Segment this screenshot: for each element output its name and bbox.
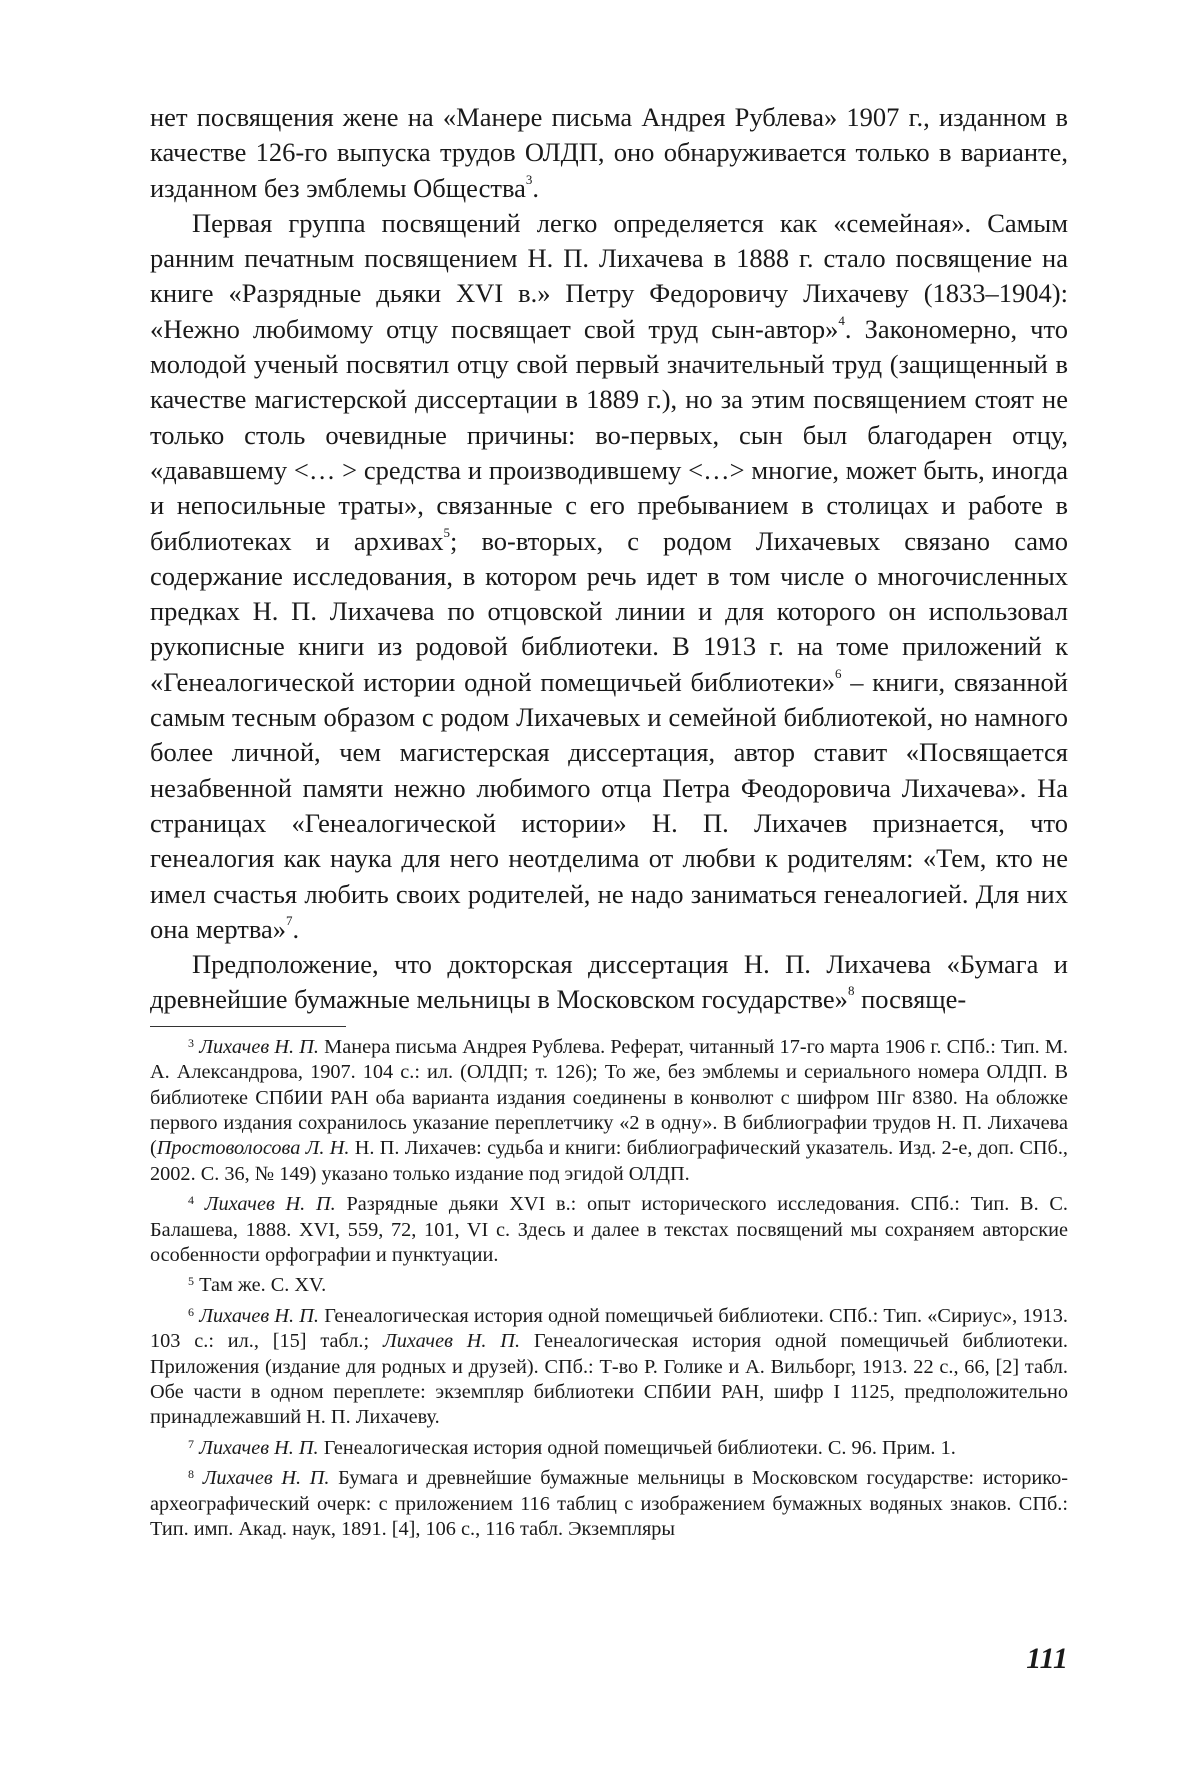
footnote-ref-5[interactable]: 5	[444, 525, 451, 540]
paragraph-1: нет посвящения жене на «Манере письма Андрея Рублева» 1907 г., издан­ном в качестве 126-го выпуска трудов ОЛДП, оно обнаруживается только в варианте, изданном без эмблемы Общества3.	[150, 100, 1068, 206]
footnote-ref-8[interactable]: 8	[848, 983, 855, 998]
footnotes	[150, 1035, 1068, 1543]
footnote-author: Простоволосова Л. Н.	[157, 1137, 350, 1159]
footnote-8: 8 Лихачев Н. П. Бумага и древнейшие бумажные мельницы в Московском государстве: историко-археографический очерк: с приложением 116 таблиц с изображением бумажных водяных знаков. СПб.: Тип. имп. Акад. наук, 1891. [4], 106 с., 116 табл. Экземпляры	[150, 1466, 1068, 1542]
footnote-author: Лихачев Н. П.	[199, 1036, 319, 1058]
footnote-author: Лихачев Н. П.	[383, 1330, 520, 1352]
footnote-3: 3 Лихачев Н. П. Манера письма Андрея Рублева. Реферат, читанный 17-го марта 1906 г. СПб.: Тип. М. А. Александрова, 1907. 104 с.: ил. (ОЛДП; т. 126); То же, без эмблемы и сериального номера ОЛДП. В библиотеке СПбИИ РАН оба варианта издания соединены в конволют с шифром IIIг 8380. На обложке первого издания сохранилось указание переплетчику «2 в одну». В библиографии трудов Н. П. Лихачева (Простоволосова Л. Н. Н. П. Лихачев: судьба и книги: библиографический указатель. Изд. 2-е, доп. СПб., 2002. С. 36, № 149) указано только издание под эгидой ОЛДП.	[150, 1035, 1068, 1187]
footnote-author: Лихачев Н. П.	[203, 1467, 330, 1489]
footnote-author: Лихачев Н. П.	[199, 1437, 319, 1459]
footnote-7: 7 Лихачев Н. П. Генеалогическая история одной помещичьей библиотеки. С. 96. Прим. 1.	[150, 1436, 1068, 1461]
footnote-6: 6 Лихачев Н. П. Генеалогическая история одной помещичьей библиотеки. СПб.: Тип. «Сириус», 1913. 103 с.: ил., [15] табл.; Лихачев Н. П. Генеалогическая история одной помещичьей библиотеки. Приложения (издание для родных и друзей). СПб.: Т-во Р. Голике и А. Вильборг, 1913. 22 с., 66, [2] табл. Обе части в одном переплете: экземпляр библиотеки СПбИИ РАН, шифр I 1125, предположительно принадлежавший Н. П. Лихачеву.	[150, 1304, 1068, 1431]
footnote-divider	[150, 1026, 346, 1027]
footnote-ref-7[interactable]: 7	[286, 913, 293, 928]
footnote-author: Лихачев Н. П.	[199, 1305, 319, 1327]
main-text	[150, 100, 1068, 1018]
page-number: 111	[1026, 1642, 1068, 1676]
footnote-4: 4 Лихачев Н. П. Разрядные дьяки XVI в.: опыт исторического исследования. СПб.: Тип. В. С. Балашева, 1888. XVI, 559, 72, 101, VI с. Здесь и далее в текстах посвящений мы сохраняем авторские особенности орфографии и пунктуации.	[150, 1192, 1068, 1268]
footnote-5: 5 Там же. С. XV.	[150, 1273, 1068, 1298]
footnote-author: Лихачев Н. П.	[205, 1193, 336, 1215]
footnote-ref-6[interactable]: 6	[835, 666, 842, 681]
footnote-ref-3[interactable]: 3	[526, 172, 533, 187]
book-page	[150, 100, 1068, 1547]
paragraph-3: Предположение, что докторская диссертация Н. П. Лихачева «Бумага и древнейшие бумажные мельницы в Московском государстве»8 посвяще-	[150, 947, 1068, 1018]
footnote-ref-4[interactable]: 4	[838, 313, 845, 328]
paragraph-2: Первая группа посвящений легко определяется как «семейная». Самым ранним печатным посвящением Н. П. Лихачева в 1888 г. стало посвящение на книге «Разрядные дьяки XVI в.» Петру Федоровичу Лихачеву (1833–1904): «Нежно любимому отцу посвящает свой труд сын-автор»4. Закономерно, что молодой ученый посвятил отцу свой первый значительный труд (защищенный в качестве магистерской диссертации в 1889 г.), но за этим посвящением стоят не только столь очевидные причины: во-первых, сын был благодарен отцу, «дававшему <… > средства и производившему <…> многие, может быть, иногда и непосильные траты», связанные с его пребыванием в столицах и работе в библиотеках и архивах5; во-вторых, с родом Лихачевых связано само содержание исследования, в котором речь идет в том числе о многочисленных предках Н. П. Лихачева по отцовской линии и для которого он использовал рукописные книги из родовой библиотеки. В 1913 г. на томе приложений к «Генеалогической истории одной помещичьей библиотеки»6 – книги, связанной самым тесным образом с родом Лихачевых и семейной библиотекой, но намного более личной, чем магистерская диссертация, автор ставит «Посвящается незабвенной памяти нежно любимого отца Петра Феодоровича Лихачева». На страницах «Генеалогической истории» Н. П. Лихачев признается, что генеалогия как наука для него неотделима от любви к родителям: «Тем, кто не имел счастья любить своих родителей, не надо заниматься генеалогией. Для них она мертва»7.	[150, 206, 1068, 947]
